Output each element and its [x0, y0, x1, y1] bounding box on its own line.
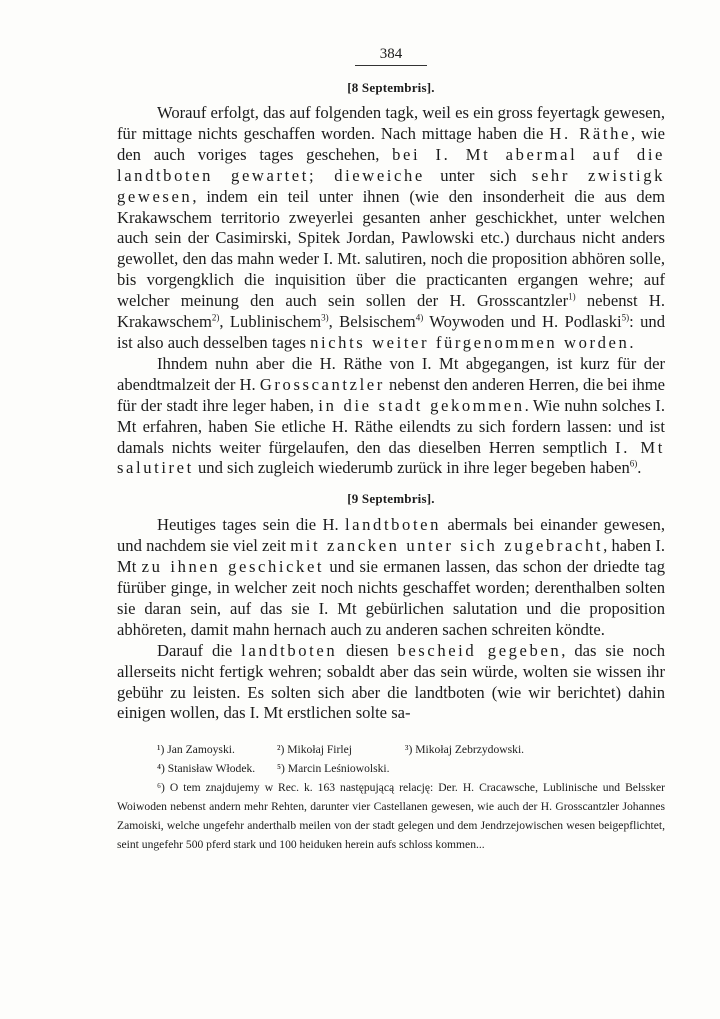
document-page [117, 46, 665, 854]
spaced-emphasis: mit zancken unter sich zugebracht [290, 536, 604, 556]
spaced-emphasis: bescheid gegeben [397, 640, 562, 660]
footnote-2: ²) Mikołaj Firlej [277, 743, 352, 757]
footnote-ref: 4) [415, 312, 424, 323]
page-number-rule [355, 65, 427, 66]
spaced-emphasis: in die stadt gekommen [318, 395, 525, 415]
footnote-5: ⁵) Marcin Leśniowolski. [277, 762, 390, 776]
spaced-emphasis: nichts weiter fürgenommen worden [310, 332, 630, 352]
spaced-emphasis: Grosscantzler [259, 374, 385, 394]
section-8-september [117, 80, 665, 479]
spaced-emphasis: I. Mt salutiret [117, 437, 665, 478]
date-heading: [8 Septembris]. [347, 80, 435, 95]
page-number: 384 [379, 46, 403, 62]
paragraph: Ihndem nuhn aber die H. Räthe von I. Mt abgegangen, ist kurz für der abendtmalzeit der H. Grosscantzler nebenst den anderen Herren, die bei ihme für der stadt ihre leger haben, in die stadt gekommen. Wie nuhn solches I. Mt erfahren, haben Sie etliche H. Räthe eilendts zu sich fordern lassen: und ist damals nichts weiter fürgelaufen, den das dieselben Herren semptlich I. Mt salutiret und sich zugleich wiederumb zurück in ihre leger begeben haben$^{6)}$. [117, 353, 666, 478]
spaced-emphasis: H. Räthe [549, 123, 631, 143]
footnote-ref: 5) [621, 312, 630, 323]
footnote-1: ¹) Jan Zamoyski. [157, 743, 235, 757]
footnote-ref: 6) [629, 458, 638, 469]
footnote-6: ⁶) O tem znajdujemy w Rec. k. 163 następującą relację: Der. H. Cracawsche, Lublinische und Belssker Woiwoden nebenst andern mehr Rehten, darunter vier Castellanen gewesen, wie auch der H. Grosscantzler Johannes Zamoiski, welche ungefehr anderthalb meilen von der stadt gelegen und dem Jendrzejowischen wesen beigepflichtet, seint ungefehr 500 pferd stark und 100 heiduken herein aufs schloss kommen... [117, 781, 665, 852]
spaced-emphasis: sehr zwistigk gewesen [117, 165, 665, 206]
paragraph: Worauf erfolgt, das auf folgenden tagk, weil es ein gross feyertagk gewesen, für mittage nichts geschaffen worden. Nach mittage haben die H. Räthe, wie den auch voriges tages geschehen, bei I. Mt abermal auf die landtboten gewartet; dieweiche unter sich sehr zwistigk gewesen, indem ein teil unter ihnen (wie den insonderheit die aus dem Krakawschem territorio zweyerlei gesanten anher geschickhet, unter welchen auch sein der Casimirski, Spitek Jordan, Pawlowski etc.) durchaus nicht anders gewollet, den das mahn weder I. Mt. salutiren, noch die proposition abhören solle, bis vorgengklich die inquisition über die practicanten ergangen wehre; auf welcher meinung den auch sein sollen der H. Grosscantzler$^{1)}$ nebenst H. Krakawschem$^{2)}$, Lublinischem$^{3)}$, Belsischem$^{4)}$ Woywoden und H. Podlaski$^{5)}$: und ist also auch desselben tages nichts weiter fürgenommen worden. [117, 103, 665, 352]
footnote-ref: 1) [568, 291, 576, 302]
date-heading: [9 Septembris]. [347, 491, 435, 507]
footnotes [117, 740, 665, 854]
footnote-row [117, 740, 665, 759]
spaced-emphasis: zu ihnen geschicket [141, 557, 325, 577]
footnote-ref: 2) [211, 312, 220, 323]
footnote-3: ³) Mikołaj Zebrzydowski. [405, 743, 525, 757]
footnote-4: ⁴) Stanisław Włodek. [157, 762, 256, 776]
paragraph: Darauf die landtboten diesen bescheid gegeben, das sie noch allerseits nicht fertigk wehren; sobaldt aber das sein würde, wolten sie wissen ihr gebühr zu leisten. Es solten sich aber die landtboten (wie wir berichtet) dahin einigen wollen, das I. Mt erstlichen solte sa- [117, 640, 665, 723]
paragraph: Heutiges tages sein die H. landtboten abermals bei einander gewesen, und nachdem sie viel zeit mit zancken unter sich zugebracht, haben I. Mt zu ihnen geschicket und sie ermanen lassen, das schon der driedte tag fürüber ginge, in welcher zeit noch nichts geschaffet worden; derenthalben solten sie daran sein, auf das sie I. Mt gebürlichen salutation und die proposition abhöreten, damit mahn hernach auch zu anderen sachen schreiten köndte. [117, 515, 665, 639]
section-9-september [117, 491, 665, 724]
spaced-emphasis: bei I. Mt abermal auf die landtboten gewartet; dieweiche [117, 144, 665, 185]
spaced-emphasis: landtboten [344, 515, 442, 535]
footnote-ref: 3) [321, 312, 329, 323]
footnote-row [117, 759, 665, 778]
spaced-emphasis: landtboten [241, 640, 338, 660]
